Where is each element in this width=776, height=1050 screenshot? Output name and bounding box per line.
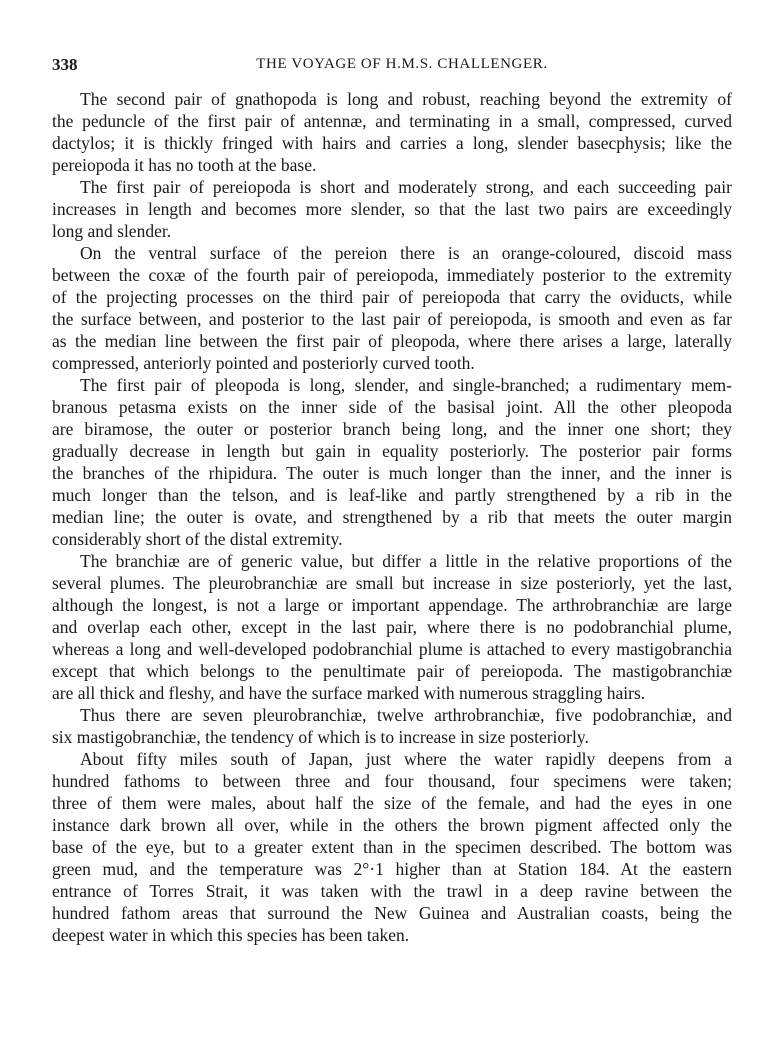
paragraph <box>52 176 732 242</box>
paragraph <box>52 550 732 704</box>
text-line: Thus there are seven pleurobranchiæ, twelve arthrobranchiæ, five podobranchiæ, and <box>80 705 732 725</box>
paragraph <box>52 242 732 374</box>
text-line: base of the eye, but to a greater extent than in the specimen described. The bottom was <box>52 837 732 857</box>
text-line: whereas a long and well-developed podobranchial plume is attached to every mastigobranchia <box>52 639 732 659</box>
text-line: three of them were males, about half the size of the female, and had the eyes in one <box>52 793 732 813</box>
text-line: On the ventral surface of the pereion there is an orange-coloured, discoid mass <box>80 243 732 263</box>
paragraph <box>52 374 732 550</box>
text-line: between the coxæ of the fourth pair of pereiopoda, immediately posterior to the extremity <box>52 265 732 285</box>
text-line: About fifty miles south of Japan, just where the water rapidly deepens from a <box>80 749 732 769</box>
paragraph <box>52 88 732 176</box>
text-line: instance dark brown all over, while in the others the brown pigment affected only the <box>52 815 732 835</box>
text-line: are biramose, the outer or posterior branch being long, and the inner one short; they <box>52 419 732 439</box>
text-line: except that which belongs to the penultimate pair of pereiopoda. The mastigobranchiæ <box>52 661 732 681</box>
text-line: green mud, and the temperature was 2°·1 higher than at Station 184. At the eastern <box>52 859 732 879</box>
page-header <box>52 55 732 77</box>
text-line: entrance of Torres Strait, it was taken with the trawl in a deep ravine between the <box>52 881 732 901</box>
text-line: The first pair of pleopoda is long, slender, and single-branched; a rudimentary mem- <box>80 375 732 395</box>
text-line: pereiopoda it has no tooth at the base. <box>52 155 317 175</box>
page-number: 338 <box>52 55 78 74</box>
text-line: six mastigobranchiæ, the tendency of which is to increase in size posteriorly. <box>52 727 589 747</box>
paragraph <box>52 748 732 946</box>
body-text <box>52 88 732 946</box>
text-line: long and slender. <box>52 221 172 241</box>
text-line: dactylos; it is thickly fringed with hairs and carries a long, slender basecphysis; like the <box>52 133 732 153</box>
text-line: as the median line between the first pair of pleopoda, where there arises a large, laterally <box>52 331 732 351</box>
text-line: increases in length and becomes more slender, so that the last two pairs are exceedingly <box>52 199 732 219</box>
text-line: hundred fathom areas that surround the New Guinea and Australian coasts, being the <box>52 903 732 923</box>
paragraph <box>52 704 732 748</box>
running-title: THE VOYAGE OF H.M.S. CHALLENGER. <box>256 56 548 72</box>
text-line: much longer than the telson, and is leaf-like and partly strengthened by a rib in the <box>52 485 732 505</box>
text-line: deepest water in which this species has been taken. <box>52 925 410 945</box>
text-line: the surface between, and posterior to the last pair of pereiopoda, is smooth and even as far <box>52 309 732 329</box>
text-line: hundred fathoms to between three and four thousand, four specimens were taken; <box>52 771 732 791</box>
text-line: compressed, anteriorly pointed and posteriorly curved tooth. <box>52 353 475 373</box>
text-line: and overlap each other, except in the last pair, where there is no podobranchial plume, <box>52 617 732 637</box>
text-line: of the projecting processes on the third pair of pereiopoda that carry the oviducts, while <box>52 287 732 307</box>
text-line: although the longest, is not a large or important appendage. The arthrobranchiæ are large <box>52 595 732 615</box>
text-line: are all thick and fleshy, and have the surface marked with numerous straggling hairs. <box>52 683 646 703</box>
text-line: branous petasma exists on the inner side of the basisal joint. All the other pleopoda <box>52 397 732 417</box>
text-line: gradually decrease in length but gain in equality posteriorly. The posterior pair forms <box>52 441 732 461</box>
text-line: considerably short of the distal extremity. <box>52 529 343 549</box>
text-line: median line; the outer is ovate, and strengthened by a rib that meets the outer margin <box>52 507 732 527</box>
text-line: The second pair of gnathopoda is long and robust, reaching beyond the extremity of <box>80 89 732 109</box>
text-line: the branches of the rhipidura. The outer is much longer than the inner, and the inner is <box>52 463 732 483</box>
text-line: The branchiæ are of generic value, but differ a little in the relative proportions of the <box>80 551 732 571</box>
text-line: several plumes. The pleurobranchiæ are small but increase in size posteriorly, yet the last, <box>52 573 732 593</box>
text-line: The first pair of pereiopoda is short and moderately strong, and each succeeding pair <box>80 177 732 197</box>
text-line: the peduncle of the first pair of antennæ, and terminating in a small, compressed, curved <box>52 111 732 131</box>
